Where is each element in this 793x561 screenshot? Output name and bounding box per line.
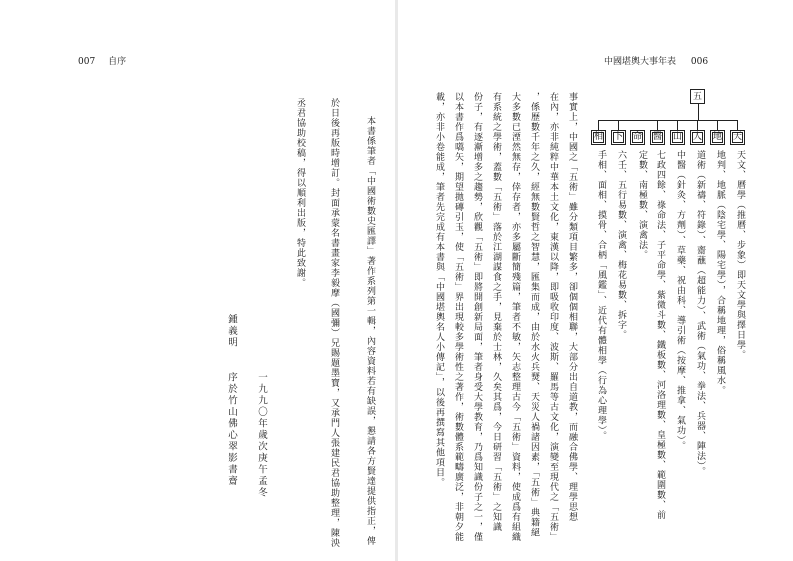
tree-drop-7 <box>598 120 599 130</box>
left-body-line-2: 於日後再版時增訂。封面承蒙名書畫家李毅摩（國彌）兄賜題墨寶，又承門人張建民君協助整理，陳泱 <box>329 98 339 548</box>
category-heaven: 天文、曆學（推曆、步象）即天文學與擇日學。 <box>735 150 745 360</box>
left-page-header <box>78 54 126 67</box>
tree-drop-5 <box>657 120 658 130</box>
tree-stem <box>698 104 699 120</box>
tree-drop-4 <box>677 120 678 130</box>
tree-node-human: 人 <box>690 130 705 145</box>
left-section-title: 自序 <box>108 57 127 67</box>
right-page-header <box>604 54 708 67</box>
running-title: 中國堪輿大事年表 <box>604 57 677 67</box>
left-body-line-1: 本書係筆者「中國術數史匯譯」著作系列第一輯，內容資料若有缺誤，懇請各方賢達提供指正，俾 <box>365 116 375 546</box>
tree-node-divination: 卜 <box>611 130 626 145</box>
tree-drop-2 <box>717 120 718 130</box>
preface-date: 一九九〇年歲次庚午孟冬 <box>256 372 267 499</box>
right-body-line-2: 在內，亦非純粹中華本土文化，東漢以降，即吸收印度、波斯、羅馬等古文化，演變至現代之「五術」 <box>548 92 558 542</box>
right-body-line-4: 大多數已湮然無存，倖存者，亦多屬斷簡殘篇，筆者不敏，矢志整理古今「五術」資料，使成爲有組織 <box>510 92 520 542</box>
category-earth: 地判、地脈（陰宅學、陽宅學），合稱地理，俗稱風水。 <box>715 150 725 396</box>
left-page-number: 007 <box>78 57 96 67</box>
category-medicine: 中醫（針灸、方劑）、草藥、祝由科、導引術（按摩、推拿、氣功）。 <box>675 150 685 451</box>
tree-node-physiognomy: 相 <box>591 130 606 145</box>
right-body-line-5: 有系統之學術，蓋數「五術」落於江湖謀食之手，見棄於士林，久矣其爲，今日研習「五術」之知識 <box>491 92 501 532</box>
right-body-line-3: ，係歷數千年之久，經無數賢哲之智慧，匯集而成，由於水火兵燹、天災人禍諸因素，「五術」典籍絕 <box>529 92 539 538</box>
right-body-line-7: 以本書作爲嚆矢，期望拋磚引玉，使「五術」界出現較多學術性之著作，術數體系範疇廣泛，非朝夕能 <box>453 92 463 542</box>
right-body-line-8: 載，亦非小卷能成，筆者先完成有本書與「中國堪輿名人小傳記」，以後再撰寫其他項目。 <box>434 92 444 488</box>
tree-node-medicine: 醫 <box>650 130 665 145</box>
tree-drop-1 <box>737 120 738 130</box>
tree-node-earth: 地 <box>710 130 725 145</box>
category-fate-1: 七政四餘、祿命法、子平命學、紫微斗數、鐵板數、河洛理數、皇極數、範圍數、前 <box>655 150 665 520</box>
category-fate-2: 定數、南極數、演禽法。 <box>637 150 647 260</box>
tree-drop-6 <box>618 120 619 130</box>
book-gutter <box>395 0 398 561</box>
category-physiognomy: 手相、面相、摸骨、合柄「風鑑」、近代有體相學（行為心理學）。 <box>596 150 606 441</box>
category-mountain: 道術（新禱、符錄）、齋蘸（超能力）、武術（氣功、拳法、兵器、陣法）。 <box>695 150 705 477</box>
right-body-line-6: 份子，有逐漸增多之趨勢，欣觀「五術」即將開創新局面，筆者身受大學教育，乃爲知識份子之一，僅 <box>472 92 482 542</box>
right-body-line-1: 事實上，中國之「五術」雖分類項目繁多，卻個個相聯，大部分出自道教，而融合佛學、理學思想 <box>567 92 577 522</box>
preface-author: 鍾義明 <box>226 314 237 349</box>
tree-node-mountain: 山 <box>670 130 685 145</box>
tree-node-heaven: 天 <box>730 130 745 145</box>
right-page-number: 006 <box>690 57 709 67</box>
tree-node-fate: 命 <box>630 130 645 145</box>
preface-place: 序於竹山佛心翠影書齋 <box>226 372 237 487</box>
tree-root-node: 五 <box>690 89 705 104</box>
category-divination: 六壬、五行易數、演禽、梅花易數、拆字。 <box>616 150 626 340</box>
tree-drop-3 <box>697 120 698 130</box>
left-body-line-3: 丞君協助校稿，得以順利出版，特此致謝。 <box>295 98 305 288</box>
